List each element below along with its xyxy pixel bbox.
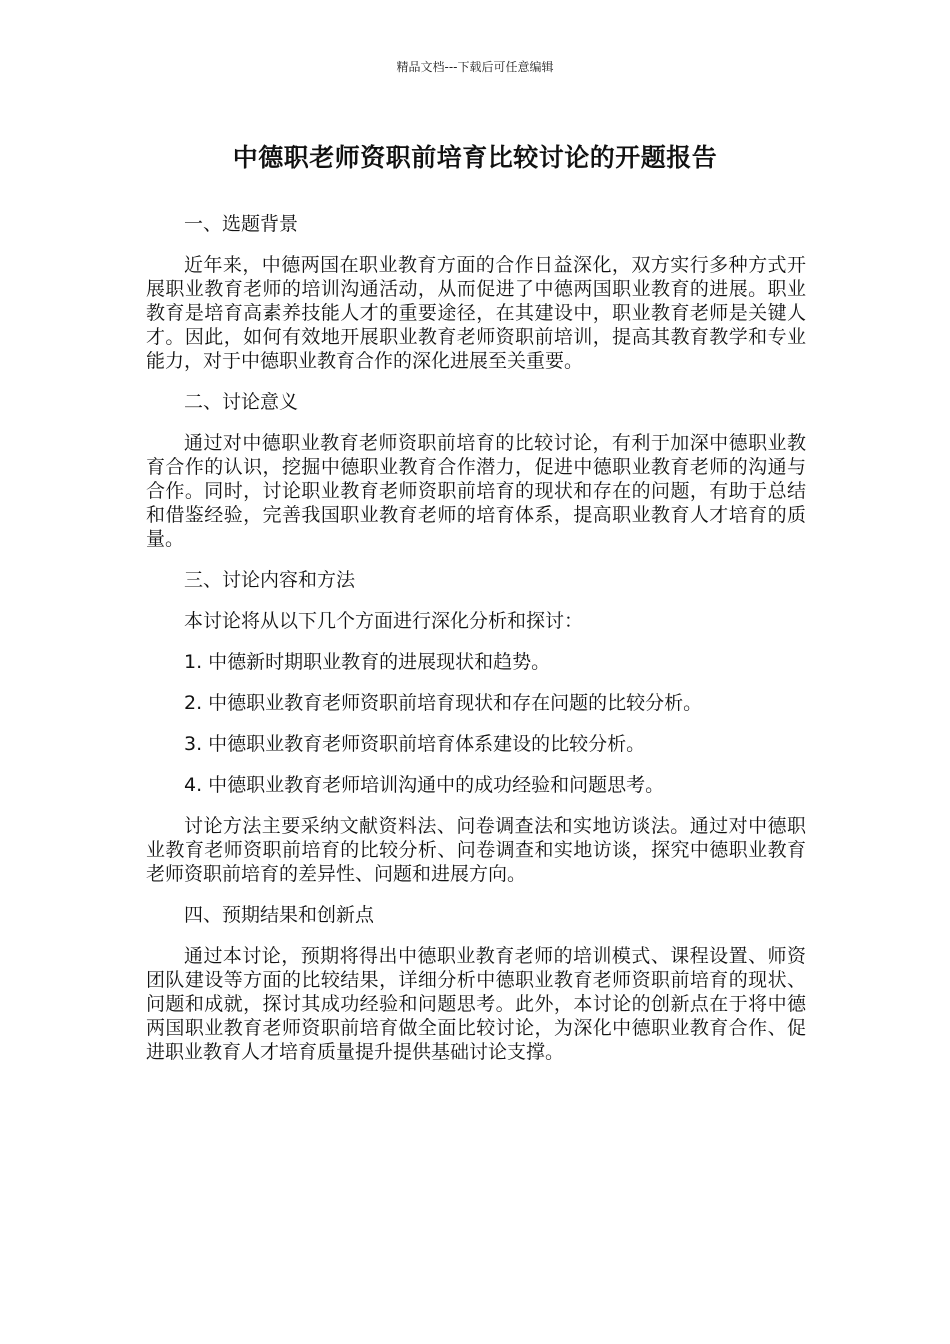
paragraph-methods: 讨论方法主要采纳文献资料法、问卷调查法和实地访谈法。通过对中德职业教育老师资职前培育的比较分析、问卷调查和实地访谈，探究中德职业教育老师资职前培育的差异性、问题和进展方向。 [146, 815, 806, 885]
document-title: 中德职老师资职前培育比较讨论的开题报告 [232, 143, 718, 172]
page-header: 精品文档---下载后可任意编辑 [396, 60, 554, 74]
list-item: 2. 中德职业教育老师资职前培育现状和存在问题的比较分析。 [184, 692, 703, 714]
section-heading-content-methods: 三、讨论内容和方法 [184, 569, 356, 591]
paragraph-expected-results: 通过本讨论，预期将得出中德职业教育老师的培训模式、课程设置、师资团队建设等方面的比较结果，详细分析中德职业教育老师资职前培育的现状、问题和成就，探讨其成功经验和问题思考。此外，本讨论的创新点在于将中德两国职业教育老师资职前培育做全面比较讨论，为深化中德职业教育合作、促进职业教育人才培育质量提升提供基础讨论支撑。 [146, 945, 806, 1063]
paragraph-significance: 通过对中德职业教育老师资职前培育的比较讨论，有利于加深中德职业教育合作的认识，挖掘中德职业教育合作潜力，促进中德职业教育老师的沟通与合作。同时，讨论职业教育老师资职前培育的现状和存在的问题，有助于总结和借鉴经验，完善我国职业教育老师的培育体系，提高职业教育人才培育的质量。 [146, 432, 806, 550]
section-heading-expected-results: 四、预期结果和创新点 [184, 904, 375, 926]
paragraph-content-intro: 本讨论将从以下几个方面进行深化分析和探讨： [184, 610, 584, 632]
list-item: 3. 中德职业教育老师资职前培育体系建设的比较分析。 [184, 733, 646, 755]
document-body [146, 212, 806, 1081]
list-item: 4. 中德职业教育老师培训沟通中的成功经验和问题思考。 [184, 774, 665, 796]
section-heading-significance: 二、讨论意义 [184, 391, 299, 413]
section-heading-background: 一、选题背景 [184, 213, 299, 235]
paragraph-background: 近年来，中德两国在职业教育方面的合作日益深化，双方实行多种方式开展职业教育老师的培训沟通活动，从而促进了中德两国职业教育的进展。职业教育是培育高素养技能人才的重要途径，在其建设中，职业教育老师是关键人才。因此，如何有效地开展职业教育老师资职前培训，提高其教育教学和专业能力，对于中德职业教育合作的深化进展至关重要。 [146, 254, 806, 372]
list-item: 1. 中德新时期职业教育的进展现状和趋势。 [184, 651, 551, 673]
